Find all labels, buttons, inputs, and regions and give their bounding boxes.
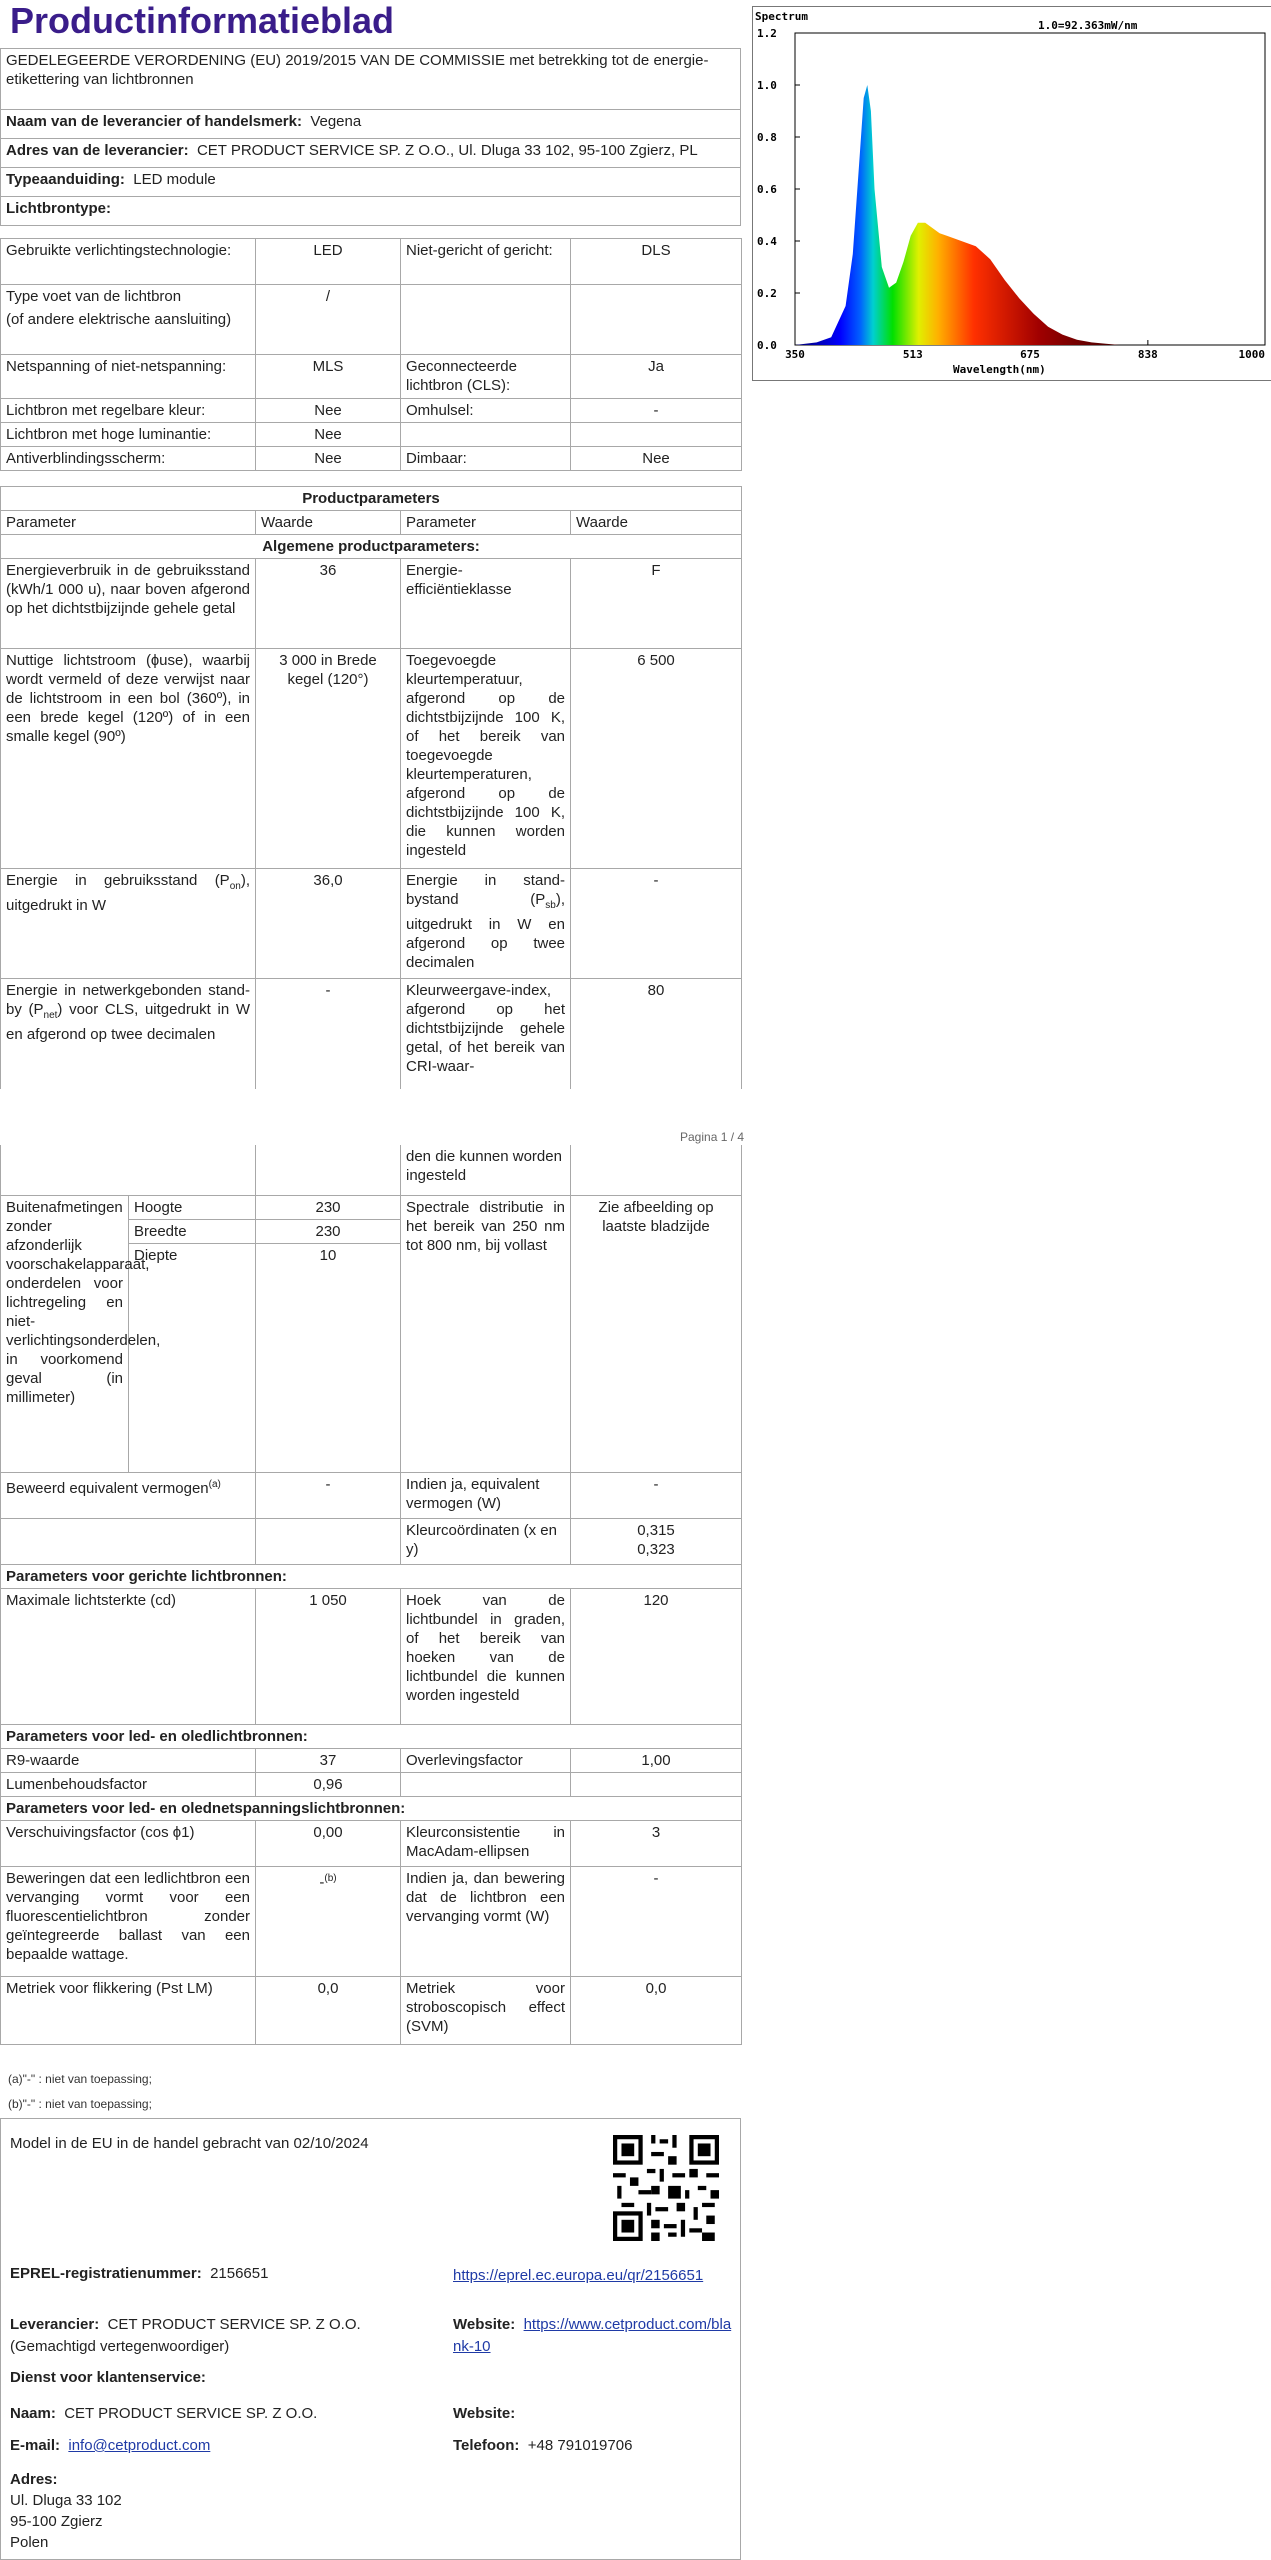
table-row — [1, 1748, 742, 1772]
website-label: Website: — [453, 2316, 516, 2333]
service-heading: Dienst voor klantenservice: — [10, 2369, 206, 2386]
cell-value: 0,00 — [256, 1820, 401, 1866]
supplier-address-value: CET PRODUCT SERVICE SP. Z O.O., Ul. Dluga 33 102, 95-100 Zgierz, PL — [196, 142, 698, 159]
cell-value: 6 500 — [571, 649, 742, 869]
spectrum-chart — [752, 6, 1271, 381]
cell-label — [1, 1472, 256, 1518]
cell-value: 120 — [571, 1588, 742, 1724]
label-part: ), uitgedrukt in W — [6, 872, 250, 914]
col-header-param: Parameter — [401, 511, 571, 535]
cell-empty — [571, 285, 742, 355]
cell-empty — [571, 423, 742, 447]
spectral-label: Spectrale distributie in het bereik van 250 nm tot 800 nm, bij vollast — [401, 1195, 571, 1472]
type-row — [1, 168, 741, 197]
adres-block — [10, 2469, 122, 2553]
x-tick-label: 1000 — [1238, 348, 1265, 361]
y-tick-label: 1.0 — [757, 79, 777, 92]
table-row — [1, 447, 742, 471]
cell-label: Toegevoegde kleurtemperatuur, afgerond op de dichtstbijzijnde 100 K, of het bereik van toegevoegde kleurtemperaturen, afgerond op de dichtstbijzijnde 100 K, die kunnen worden ingesteld — [401, 649, 571, 869]
naam-label: Naam: — [10, 2405, 56, 2422]
spectrum-svg — [753, 7, 1271, 380]
replace-sup: (b) — [324, 1872, 337, 1884]
x-tick-label: 513 — [902, 348, 923, 361]
lichtbrontype-heading: Lichtbrontype: — [1, 197, 741, 226]
table-row — [1, 1976, 742, 2044]
table-row — [1, 399, 742, 423]
supplier-address-row — [1, 139, 741, 168]
cell-label: Energie-efficiëntieklasse — [401, 559, 571, 649]
table-row — [1, 1588, 742, 1724]
cell-value: - — [256, 1472, 401, 1518]
website-link[interactable]: https://www.cetproduct.com/blank-10 — [453, 2316, 732, 2355]
mains-heading: Parameters voor led- en olednetspanningslichtbronnen: — [1, 1796, 742, 1820]
cell-label: Kleurcoördinaten (x en y) — [401, 1518, 571, 1564]
page-title: Productinformatieblad — [10, 0, 395, 41]
table-row — [1, 355, 742, 399]
cell-label: Metriek voor stroboscopisch effect (SVM) — [401, 1976, 571, 2044]
x-tick-label: 838 — [1137, 348, 1158, 361]
supplier-table — [0, 48, 741, 226]
cell-value: 36,0 — [256, 869, 401, 979]
cell-empty — [401, 285, 571, 355]
telefoon-label: Telefoon: — [453, 2437, 520, 2454]
table-row — [1, 1145, 742, 1195]
adres-label: Adres: — [10, 2471, 58, 2488]
regulation-text: GEDELEGEERDE VERORDENING (EU) 2019/2015 VAN DE COMMISSIE met betrekking tot de energie-etikettering van lichtbronnen — [1, 49, 741, 110]
footnote-a: (a)"-" : niet van toepassing; — [8, 2072, 152, 2086]
cell-value: 36 — [256, 559, 401, 649]
params-table — [0, 486, 742, 1089]
cell-label: Kleurweergave-index, afgerond op het dichtstbijzijnde gehele getal, of het bereik van CRI-waar- — [401, 979, 571, 1089]
eprel-label: EPREL-registratienummer: — [10, 2265, 202, 2282]
claim-label: Beweerd equivalent vermogen — [6, 1479, 209, 1497]
cell-value: F — [571, 559, 742, 649]
cell-value: 0,96 — [256, 1772, 401, 1796]
cell-label: Verschuivingsfactor (cos ϕ1) — [1, 1820, 256, 1866]
coord-x: 0,315 — [637, 1521, 675, 1539]
cell-empty — [256, 1518, 401, 1564]
cell-label: Omhulsel: — [401, 399, 571, 423]
email-label: E-mail: — [10, 2437, 61, 2454]
cell-empty — [1, 1518, 256, 1564]
table-row — [1, 559, 742, 649]
col-header-value: Waarde — [256, 511, 401, 535]
y-tick-label: 1.2 — [757, 27, 777, 40]
cell-empty — [571, 1772, 742, 1796]
cell-label: Kleurconsistentie in MacAdam-ellipsen — [401, 1820, 571, 1866]
y-tick-label: 0.2 — [757, 287, 777, 300]
cell-label: Indien ja, dan bewering dat de lichtbron een vervanging vormt (W) — [401, 1866, 571, 1976]
cell-label — [401, 869, 571, 979]
dim-value: 10 — [256, 1244, 401, 1472]
general-heading: Algemene productparameters: — [1, 535, 742, 559]
cell-label: Lichtbron met hoge luminantie: — [1, 423, 256, 447]
eprel-row — [10, 2265, 268, 2282]
table-header-row — [1, 511, 742, 535]
cell-value: - — [571, 869, 742, 979]
telefoon-row — [453, 2437, 632, 2454]
adres-line: Ul. Dluga 33 102 — [10, 2492, 122, 2509]
eprel-value: 2156651 — [210, 2265, 269, 2282]
col-header-value: Waarde — [571, 511, 742, 535]
cell-empty — [256, 1145, 401, 1195]
dim-value: 230 — [256, 1219, 401, 1243]
claim-sup: (a) — [208, 1478, 221, 1490]
cell-value: Nee — [256, 399, 401, 423]
cell-value: 1,00 — [571, 1748, 742, 1772]
table-row — [1, 1518, 742, 1564]
y-tick-label: 0.8 — [757, 131, 777, 144]
adres-line: Polen — [10, 2534, 49, 2551]
leverancier-value: CET PRODUCT SERVICE SP. Z O.O. (Gemachtigd vertegenwoordiger) — [10, 2316, 361, 2355]
replace-value: - — [319, 1873, 325, 1891]
cell-label: Gebruikte verlichtingstechnologie: — [1, 239, 256, 285]
table-row — [1, 285, 742, 355]
type-label: Typeaanduiding: — [6, 171, 125, 188]
cell-label: den die kunnen worden ingesteld — [401, 1145, 571, 1195]
table-row — [1, 869, 742, 979]
footer-box — [0, 2118, 741, 2560]
col-header-param: Parameter — [1, 511, 256, 535]
cell-label: Energieverbruik in de gebruiksstand (kWh/1 000 u), naar boven afgerond op het dichtstbijzijnde gehele getal — [1, 559, 256, 649]
socket-label: Type voet van de lichtbron — [6, 288, 182, 305]
dim-label: Hoogte — [129, 1195, 256, 1219]
leverancier-row — [10, 2314, 440, 2358]
cell-label — [1, 285, 256, 355]
cell-value: Nee — [256, 447, 401, 471]
email-link[interactable]: info@cetproduct.com — [68, 2437, 211, 2454]
cell-label: Hoek van de lichtbundel in graden, of het bereik van hoeken van de lichtbundel die kunnen worden ingesteld — [401, 1588, 571, 1724]
cell-label: Nuttige lichtstroom (ɸuse), waarbij wordt vermeld of deze verwijst naar de lichtstroom in een bol (360º), in een brede kegel (120º) of in een smalle kegel (90º) — [1, 649, 256, 869]
cell-label: Lumenbehoudsfactor — [1, 1772, 256, 1796]
spectrum-area — [795, 85, 1120, 345]
label-part: ) voor CLS, uitgedrukt in W en afgerond op twee decimalen — [6, 1001, 250, 1043]
cell-value: 80 — [571, 979, 742, 1089]
leverancier-label: Leverancier: — [10, 2316, 100, 2333]
label-sub: net — [43, 1010, 58, 1021]
label-sub: on — [229, 881, 241, 892]
cell-label: Overlevingsfactor — [401, 1748, 571, 1772]
cell-label: Lichtbron met regelbare kleur: — [1, 399, 256, 423]
spectral-value: Zie afbeelding op laatste bladzijde — [571, 1195, 742, 1472]
cell-empty — [1, 1145, 256, 1195]
table-row — [1, 1195, 742, 1219]
cell-value: Nee — [256, 423, 401, 447]
cell-label: Geconnecteerde lichtbron (CLS): — [401, 355, 571, 399]
model-text: Model in de EU in de handel gebracht van 02/10/2024 — [10, 2135, 369, 2152]
label-part: ), uitgedrukt in W en afgerond op twee decimalen — [406, 891, 565, 971]
cell-value — [571, 1518, 742, 1564]
type-value: LED module — [133, 171, 216, 188]
x-tick-label: 675 — [1020, 348, 1040, 361]
cell-value: - — [571, 1472, 742, 1518]
y-tick-label: 0.6 — [757, 183, 777, 196]
cell-empty — [571, 1145, 742, 1195]
lichtbrontype-table — [0, 238, 742, 471]
table-row — [1, 649, 742, 869]
cell-label: Netspanning of niet-netspanning: — [1, 355, 256, 399]
cell-value: 3 — [571, 1820, 742, 1866]
cell-label: Indien ja, equivalent vermogen (W) — [401, 1472, 571, 1518]
x-tick-label: 350 — [785, 348, 805, 361]
cell-value: LED — [256, 239, 401, 285]
page-number: Pagina 1 / 4 — [680, 1130, 745, 1144]
cell-value: 1 050 — [256, 1588, 401, 1724]
cell-value: Nee — [571, 447, 742, 471]
website-row — [453, 2314, 733, 2358]
label-part: Energie in gebruiksstand (P — [6, 872, 230, 889]
directional-heading: Parameters voor gerichte lichtbronnen: — [1, 1564, 742, 1588]
supplier-name-row — [1, 110, 741, 139]
cell-value: - — [571, 399, 742, 423]
cell-value: 0,0 — [256, 1976, 401, 2044]
dim-value: 230 — [256, 1195, 401, 1219]
cell-value: MLS — [256, 355, 401, 399]
cell-value: Ja — [571, 355, 742, 399]
adres-line: 95-100 Zgierz — [10, 2513, 103, 2530]
params-heading: Productparameters — [1, 487, 742, 511]
cell-label: Dimbaar: — [401, 447, 571, 471]
chart-title: Spectrum — [755, 10, 808, 23]
led-heading: Parameters voor led- en oledlichtbronnen: — [1, 1724, 742, 1748]
table-row — [1, 1866, 742, 1976]
table-row — [1, 1820, 742, 1866]
y-tick-label: 0.0 — [757, 339, 777, 352]
label-sub: sb — [545, 900, 556, 911]
cell-value: - — [571, 1866, 742, 1976]
label-part: Energie in netwerkgebonden stand-by (P — [6, 982, 250, 1018]
cell-value: - — [256, 979, 401, 1089]
chart-annotation: 1.0=92.363mW/nm — [1038, 19, 1138, 32]
cell-value: 37 — [256, 1748, 401, 1772]
table-row — [1, 239, 742, 285]
params-table-2 — [0, 1145, 742, 2045]
cell-label: Beweringen dat een ledlichtbron een vervanging vormt voor een fluorescentielichtbron zonder geïntegreerde ballast van een bepaalde wattage. — [1, 1866, 256, 1976]
website2-label: Website: — [453, 2405, 516, 2422]
table-row — [1, 1472, 742, 1518]
cell-label — [1, 869, 256, 979]
dim-label: Breedte — [129, 1219, 256, 1243]
naam-row — [10, 2405, 317, 2422]
cell-value: 3 000 in Brede kegel (120°) — [256, 649, 401, 869]
qr-code-icon — [613, 2135, 719, 2241]
y-tick-label: 0.4 — [757, 235, 777, 248]
supplier-name-label: Naam van de leverancier of handelsmerk: — [6, 113, 302, 130]
cell-label: Maximale lichtsterkte (cd) — [1, 1588, 256, 1724]
coord-y: 0,323 — [637, 1540, 675, 1558]
dims-label: Buitenafmetingen zonder afzonderlijk voorschakelapparaat, onderdelen voor lichtregeling en niet-verlichtingsonderdelen, in voorkomend geval (in millimeter) — [1, 1195, 129, 1472]
cell-label: Antiverblindingsscherm: — [1, 447, 256, 471]
cell-value: DLS — [571, 239, 742, 285]
footnote-b: (b)"-" : niet van toepassing; — [8, 2097, 152, 2111]
cell-empty — [401, 423, 571, 447]
cell-value — [256, 1866, 401, 1976]
cell-label: Metriek voor flikkering (Pst LM) — [1, 1976, 256, 2044]
label-part: Energie in stand-bystand (P — [406, 872, 565, 908]
naam-value: CET PRODUCT SERVICE SP. Z O.O. — [64, 2405, 318, 2422]
table-row — [1, 1772, 742, 1796]
cell-value: / — [256, 285, 401, 355]
cell-value: 0,0 — [571, 1976, 742, 2044]
telefoon-value: +48 791019706 — [527, 2437, 633, 2454]
eprel-link[interactable]: https://eprel.ec.europa.eu/qr/2156651 — [453, 2267, 704, 2284]
dim-label: Diepte — [129, 1244, 256, 1472]
email-row — [10, 2437, 210, 2454]
cell-label — [1, 979, 256, 1089]
supplier-address-label: Adres van de leverancier: — [6, 142, 189, 159]
supplier-name-value: Vegena — [310, 113, 362, 130]
cell-empty — [401, 1772, 571, 1796]
socket-sublabel: (of andere elektrische aansluiting) — [6, 311, 232, 328]
table-row — [1, 423, 742, 447]
x-axis-label: Wavelength(nm) — [953, 363, 1046, 376]
cell-label: R9-waarde — [1, 1748, 256, 1772]
table-row — [1, 979, 742, 1089]
cell-label: Niet-gericht of gericht: — [401, 239, 571, 285]
